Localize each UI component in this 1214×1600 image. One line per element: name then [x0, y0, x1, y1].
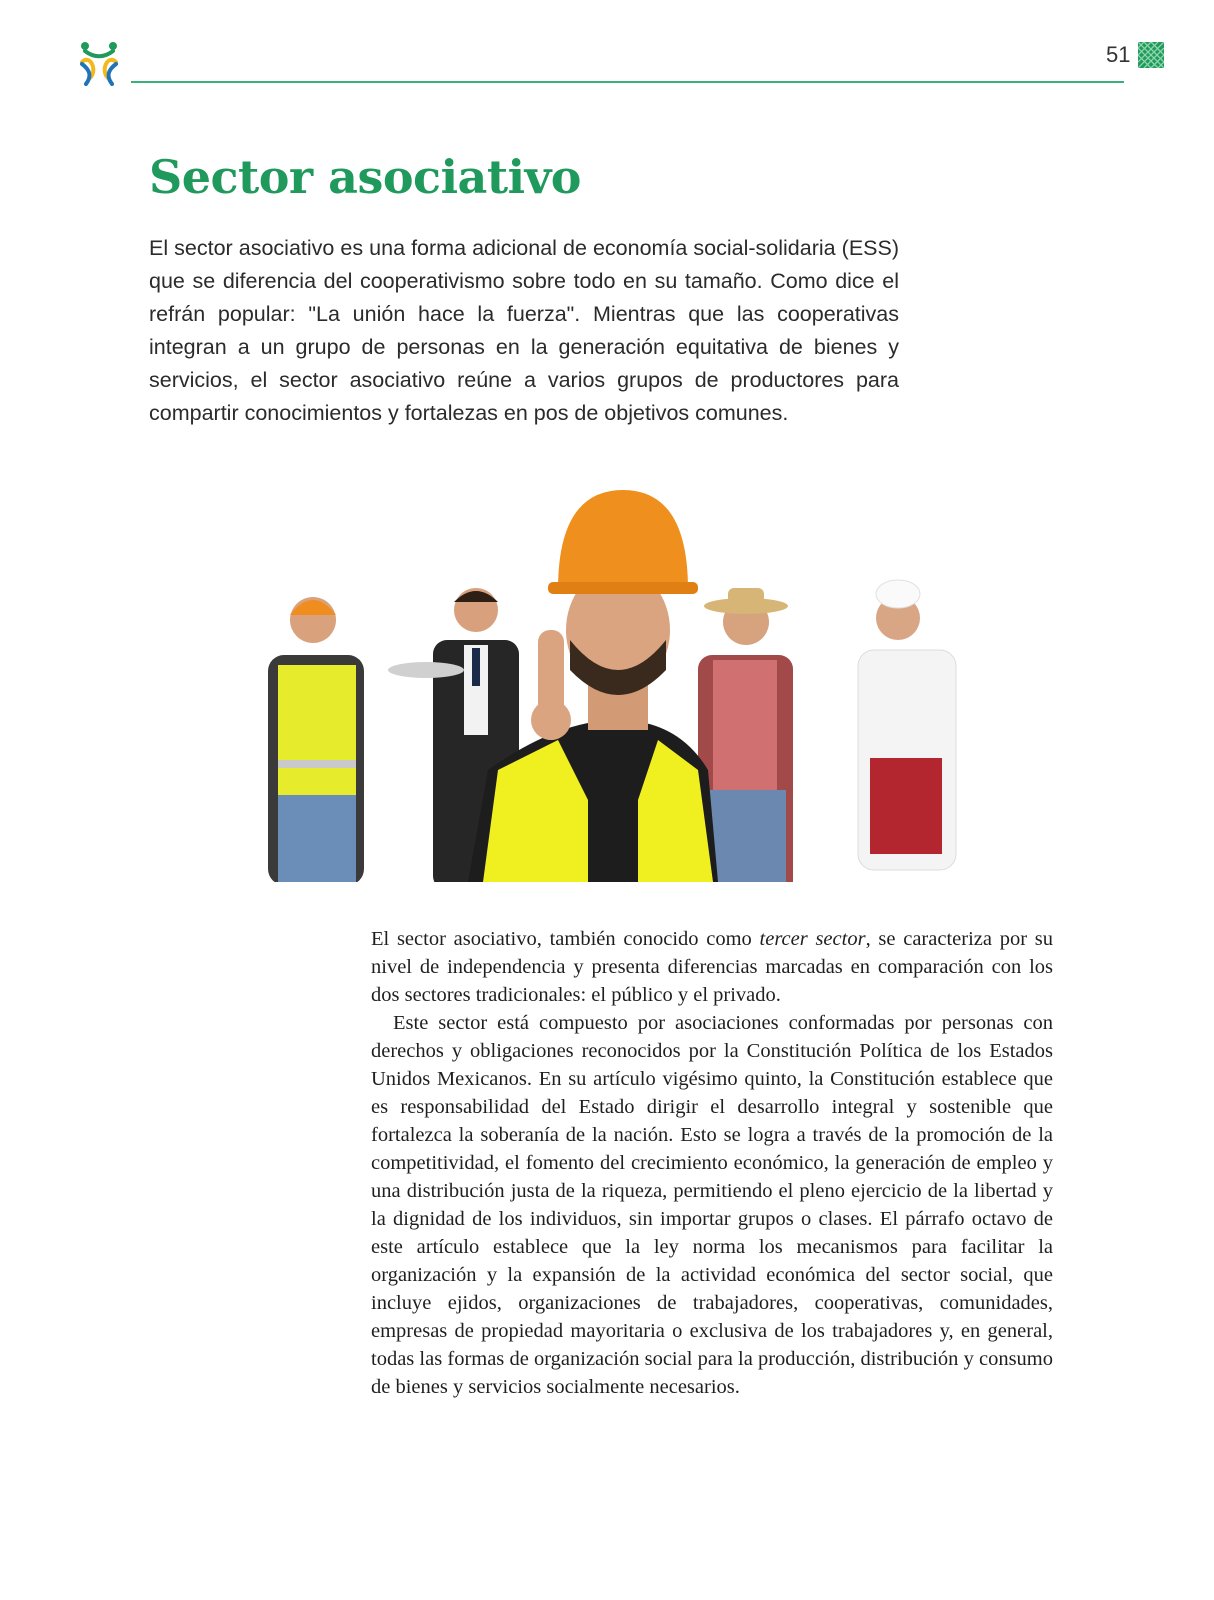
chef-figure: [858, 580, 956, 870]
corner-pattern-icon: [1138, 42, 1164, 68]
body-text-column: [371, 925, 1053, 1401]
body-paragraph-1-start: El sector asociativo, también conocido como: [371, 928, 760, 950]
intro-paragraph: El sector asociativo es una forma adicional de economía social-solidaria (ESS) que se diferencia del cooperativismo sobre todo en su tamaño. Como dice el refrán popular: "La unión hace la fuerza". Mientras que las cooperativas integran a un grupo de personas en la generación equitativa de bienes y servicios, el sector asociativo reúne a varios grupos de productores para compartir conocimientos y fortalezas en pos de objetivos comunes.: [149, 236, 899, 425]
tercer-sector-term: tercer sector: [759, 928, 866, 950]
interlocking-people-logo-icon: [76, 40, 122, 86]
body-paragraph-1: [371, 925, 1053, 1009]
body-paragraph-1-end: , se caracteriza por su nivel de independencia y presenta diferencias marcadas en comparación con los dos sectores tradicionales: el público y el privado.: [371, 928, 1053, 1006]
worker-left-figure: [268, 597, 364, 882]
page-title: Sector asociativo: [149, 150, 581, 204]
body-paragraph-2: Este sector está compuesto por asociaciones conformadas por personas con derechos y obligaciones reconocidos por la Constitución Política de los Estados Unidos Mexicanos. En su artículo vigésimo quinto, la Constitución establece que es responsabilidad del Estado dirigir el desarrollo integral y sostenible que fortalezca la soberanía de la nación. Esto se logra a través de la promoción de la competitividad, el fomento del crecimiento económico, la generación de empleo y una distribución justa de la riqueza, permitiendo el pleno ejercicio de la libertad y la dignidad de los individuos, sin importar grupos o clases. El párrafo octavo de este artículo establece que la ley norma los mecanismos para facilitar la organización y la expansión de la actividad económica del sector social, que incluye ejidos, organizaciones de trabajadores, cooperativas, comunidades, empresas de propiedad mayoritaria o exclusiva de los trabajadores y, en general, todas las formas de organización social para la producción, distribución y consumo de bienes y servicios socialmente necesarios.: [371, 1012, 1053, 1398]
header-rule: [131, 81, 1124, 83]
workers-group-photo: [258, 470, 964, 882]
page-number: 51: [1106, 42, 1131, 67]
